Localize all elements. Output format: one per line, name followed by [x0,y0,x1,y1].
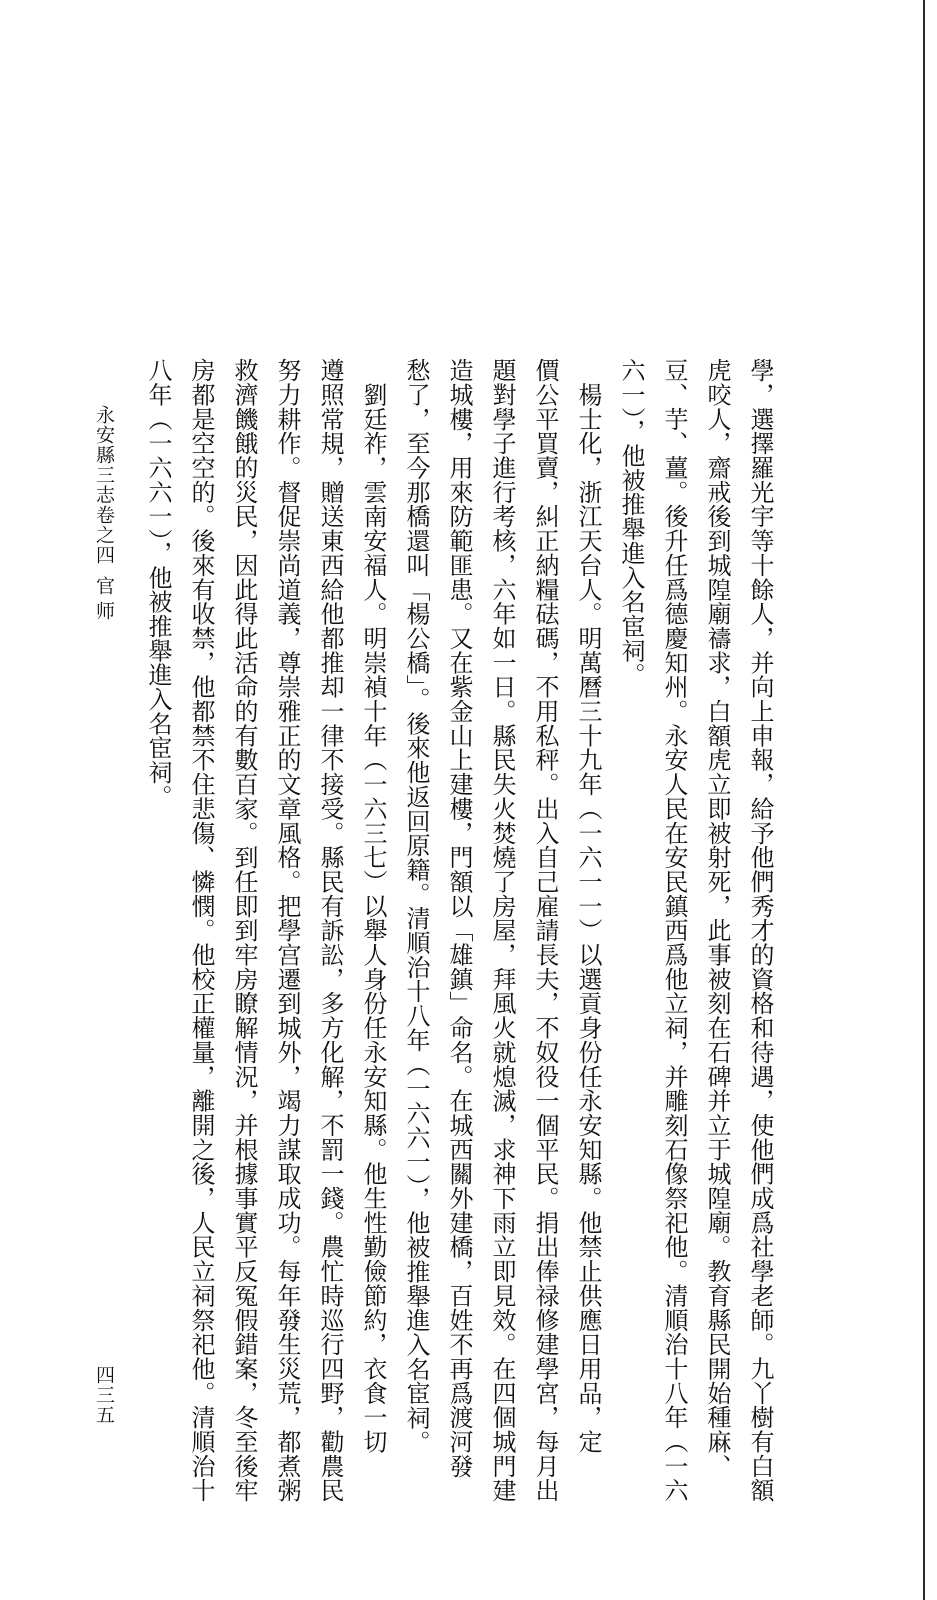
text-column-4: 六一），他被推舉進入名宦祠。 [617,358,645,687]
text-column-12: 努力耕作。督促崇尚道義，尊崇雅正的文章風格。把學宫遷到城外，竭力謀取成功。每年發生災荒，都煮粥 [273,358,301,1503]
text-column-1: 學，選擇羅光宇等十餘人，并向上申報，給予他們秀才的資格和待遇，使他們成爲社學老師。九丫樹有白額 [746,358,774,1503]
text-column-14: 房都是空空的。後來有收禁，他都禁不住悲傷、憐憫。他校正權量，離開之後，人民立祠祭祀他。清順治十 [187,358,215,1503]
page-number: 四三五 [93,1365,115,1425]
text-column-8: 造城樓，用來防範匪患。又在紫金山上建樓，門額以「雄鎮」命名。在城西關外建橋，百姓不再爲渡河發 [445,358,473,1479]
running-header-title: 永安縣三志卷之四 [93,405,115,565]
text-column-10: 劉廷祚，雲南安福人。明崇禎十年（一六三七）以舉人身份任永安知縣。他生性勤儉節約，衣食一切 [359,358,387,1454]
text-column-6: 價公平買賣，糾正納糧砝碼，不用私秤。出入自己雇請長夫，不奴役一個平民。捐出俸禄修建學宮，每月出 [531,358,559,1503]
text-column-5: 楊士化，浙江天台人。明萬曆三十九年（一六一一）以選貢身份任永安知縣。他禁止供應日用品，定 [574,358,602,1454]
text-column-11: 遵照常規，贈送東西給他都推却一律不接受。縣民有訴訟，多方化解，不罰一錢。農忙時巡行四野，勸農民 [316,358,344,1503]
running-header-section: 官师 [93,576,115,626]
page-edge-line [923,0,925,1600]
text-column-7: 題對學子進行考核，六年如一日。縣民失火焚燒了房屋，拜風火就熄滅，求神下雨立即見效。在四個城門建 [488,358,516,1503]
text-column-2: 虎咬人，齋戒後到城隍廟禱求，白額虎立即被射死，此事被刻在石碑并立于城隍廟。教育縣民開始種麻、 [703,358,731,1479]
text-column-3: 豆、芋、薑。後升任爲德慶知州。永安人民在安民鎮西爲他立祠，并雕刻石像祭祀他。清順治十八年（一六 [660,358,688,1503]
text-column-13: 救濟饑餓的災民，因此得此活命的有數百家。到任即到牢房瞭解情況，并根據事實平反冤假錯案，冬至後牢 [230,358,258,1503]
text-column-15: 八年（一六六一），他被推舉進入名宦祠。 [144,358,172,809]
text-column-9: 愁了，至今那橋還叫「楊公橋」。後來他返回原籍。清順治十八年（一六六一），他被推舉進入名宦祠。 [402,358,430,1455]
